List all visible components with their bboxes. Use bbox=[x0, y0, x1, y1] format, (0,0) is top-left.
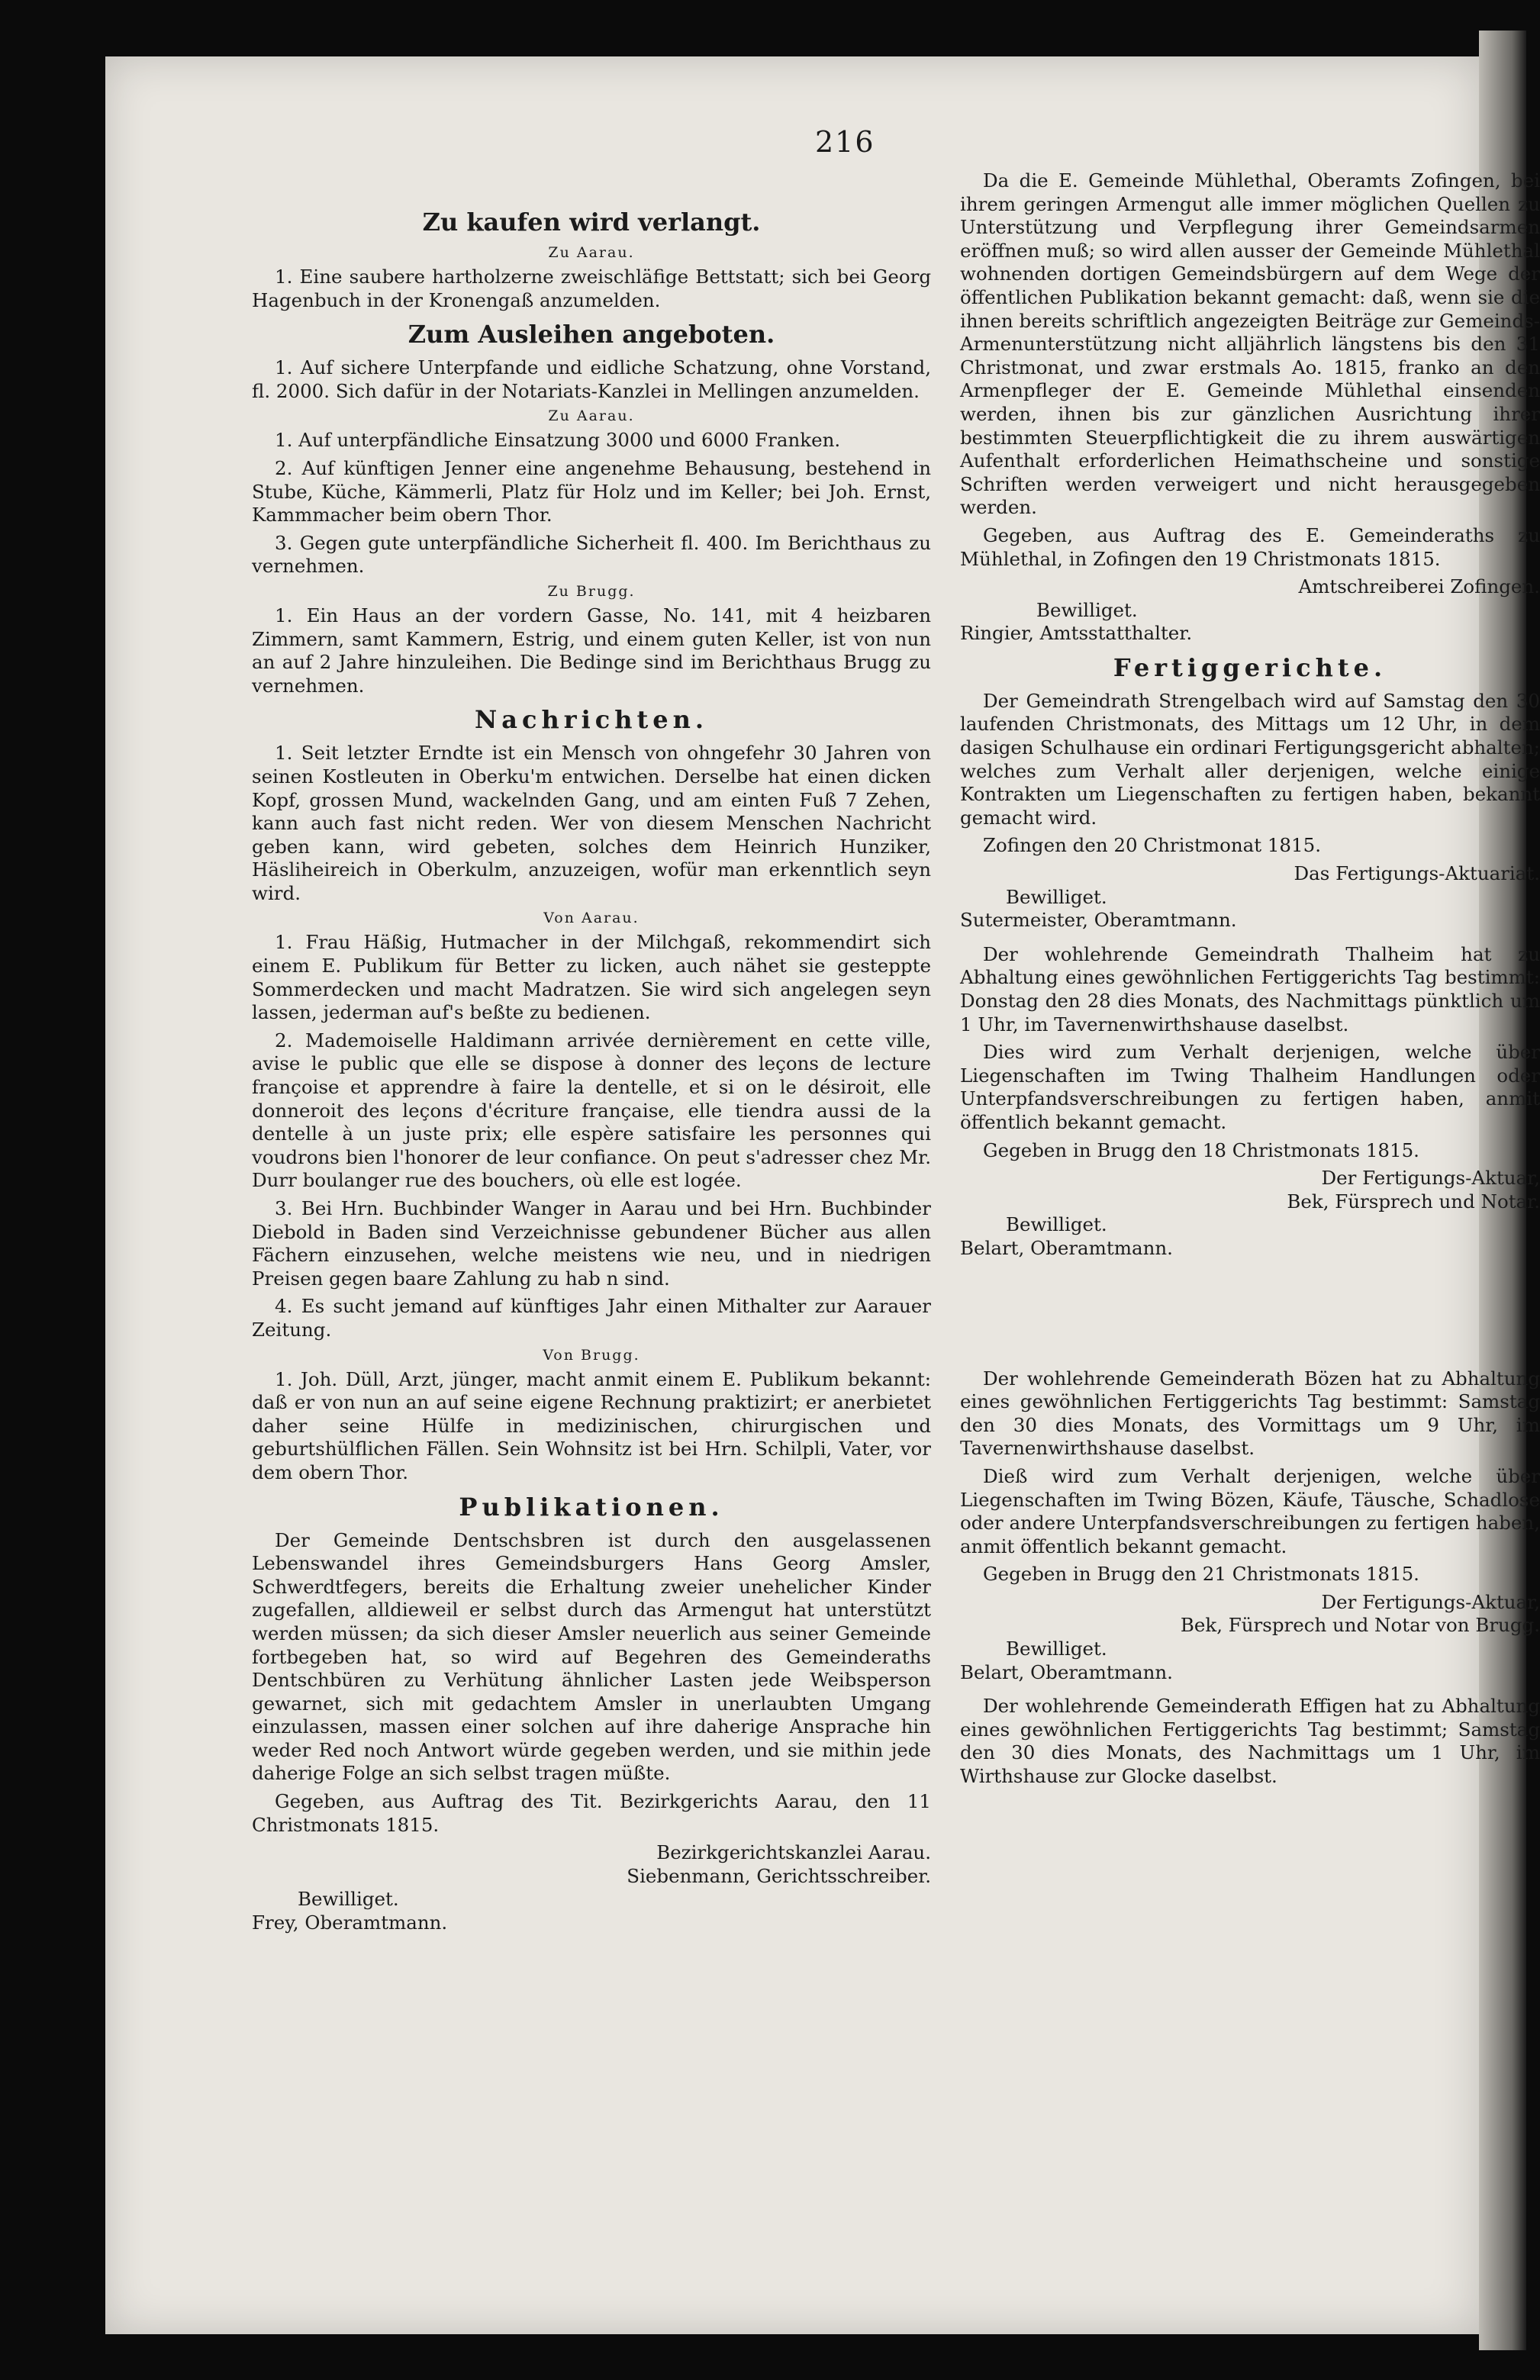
page-number: 216 bbox=[815, 125, 875, 159]
approval-label: Bewilliget. bbox=[1006, 1213, 1107, 1236]
notice-item: 4. Es sucht jemand auf künftiges Jahr einen Mithalter zur Aarauer Zeitung. bbox=[252, 1295, 931, 1341]
left-column bbox=[252, 201, 931, 1943]
section-ausleihen bbox=[252, 320, 931, 697]
approval-label: Bewilliget. bbox=[1006, 1638, 1107, 1660]
notice-text: Dieß wird zum Verhalt derjenigen, welche über Liegenschaften im Twing Bözen, Käufe, Täusche, Schadlose oder andere Unterpfandsverschreibungen zu fertigen haben, anmit öffentlich bekannt gemacht. bbox=[960, 1464, 1540, 1557]
section-heading: Publikationen. bbox=[459, 1492, 724, 1522]
notice-item: 3. Gegen gute unterpfändliche Sicherheit fl. 400. Im Berichthaus zu vernehmen. bbox=[252, 531, 931, 578]
notice-item: 1. Ein Haus an der vordern Gasse, No. 141, mit 4 heizbaren Zimmern, samt Kammern, Estrig, und einem guten Keller, ist von nun an auf 2 Jahre hinzuleihen. Die Bedinge sind im Berichthaus Brugg zu vernehmen. bbox=[252, 604, 931, 697]
notice-item: 1. Auf sichere Unterpfande und eidliche Schatzung, ohne Vorstand, fl. 2000. Sich dafür in der Notariats-Kanzlei in Mellingen anzumelden. bbox=[252, 356, 931, 402]
notice-text: Der wohlehrende Gemeinderath Bözen hat zu Abhaltung eines gewöhnlichen Fertiggerichts Tag bestimmt: Samstag den 30 dies Monats, des Vormittags um 9 Uhr, im Tavernenwirthshause daselbst. bbox=[960, 1367, 1540, 1460]
notice-role: Der Fertigungs-Aktuar, bbox=[1321, 1590, 1540, 1613]
notice-given: Zofingen den 20 Christmonat 1815. bbox=[983, 834, 1321, 857]
place-label: Von Aarau. bbox=[543, 910, 640, 927]
place-label: Zu Aarau. bbox=[548, 407, 635, 425]
notice-given: Gegeben in Brugg den 18 Christmonats 1815. bbox=[983, 1138, 1419, 1161]
notice-item: 1. Joh. Düll, Arzt, jünger, macht anmit einem E. Publikum bekannt: daß er von nun an auf seine eigene Rechnung praktizirt; er anerbietet daher seine Hülfe in medizinischen, chirurgischen und geburtshülflichen Fällen. Sein Wohnsitz ist bei Hrn. Schilpli, Vater, vor dem obern Thor. bbox=[252, 1367, 931, 1483]
notice-text: Der wohlehrende Gemeinderath Effigen hat zu Abhaltung eines gewöhnlichen Fertiggerichts Tag bestimmt; Samstag den 30 dies Monats, des Nachmittags um 1 Uhr, im Wirthshause zur Glocke daselbst. bbox=[960, 1695, 1540, 1788]
notice-office: Amtschreiberei Zofingen. bbox=[1298, 575, 1540, 598]
notice-item: 1. Auf unterpfändliche Einsatzung 3000 und 6000 Franken. bbox=[275, 429, 841, 452]
place-label: Zu Brugg. bbox=[547, 582, 636, 600]
approval-label: Bewilliget. bbox=[1006, 885, 1107, 908]
notice-given: Gegeben, aus Auftrag des Tit. Bezirkgerichts Aarau, den 11 Christmonats 1815. bbox=[252, 1790, 931, 1836]
notice-item: 1. Seit letzter Erndte ist ein Mensch von ohngefehr 30 Jahren von seinen Kostleuten in Oberku'm entwichen. Derselbe hat einen dicken Kopf, grossen Mund, wackelnden Gang, und am einten Fuß 7 Zehen, kann auch fast nicht reden. Wer von diesem Menschen Nachricht geben kann, wird gebeten, solches dem Heinrich Hunziker, Häsliheireich in Oberkulm, anzuzeigen, wofür man erkenntlich seyn wird. bbox=[252, 742, 931, 904]
approval-label: Bewilliget. bbox=[1036, 598, 1138, 621]
notice-office: Das Fertigungs-Aktuariat. bbox=[1294, 862, 1540, 885]
notice-given: Gegeben in Brugg den 21 Christmonats 1815. bbox=[983, 1563, 1419, 1586]
notice-item: 1. Eine saubere hartholzerne zweischläfige Bettstatt; sich bei Georg Hagenbuch in der Kronengaß anzumelden. bbox=[252, 266, 931, 311]
notice-signer: Bek, Fürsprech und Notar von Brugg. bbox=[1180, 1614, 1540, 1637]
section-publikationen bbox=[252, 1493, 931, 1935]
section-heading: Zu kaufen wird verlangt. bbox=[422, 208, 761, 237]
place-label: Zu Aarau. bbox=[548, 244, 635, 261]
notice-given: Gegeben, aus Auftrag des E. Gemeinderaths zu Mühlethal, in Zofingen den 19 Christmonats 1815. bbox=[960, 523, 1540, 570]
notice-item: 2. Mademoiselle Haldimann arrivée dernièrement en cette ville, avise le public que elle se dispose à donner des leçons de lecture françoise et apprendre à faire la dentelle, et si on le désiroit, elle donneroit des leçons d'écriture française, elle tiendra aussi de la dentelle à un juste prix; elle espère satisfaire les personnes qui voudrons bien l'honorer de leur confiance. On peut s'adresser chez Mr. Durr boulanger rue des bouchers, où elle est logée. bbox=[252, 1029, 931, 1192]
notice-muehlethal bbox=[960, 169, 1540, 646]
notice-item: 1. Frau Häßig, Hutmacher in der Milchgaß, rekommendirt sich einem E. Publikum für Better zu licken, auch nähet sie gesteppte Sommerdecken und macht Madratzen. Sie wird sich angelegen seyn lassen, jederman auf's beßte zu bedienen. bbox=[252, 931, 931, 1024]
notice-text: Der wohlehrende Gemeindrath Thalheim hat zu Abhaltung eines gewöhnlichen Fertiggerichts Tag bestimmt: Donstag den 28 dies Monats, des Nachmittags pünktlich um 1 Uhr, im Tavernenwirthshause daselbst. bbox=[960, 942, 1540, 1035]
section-heading: Fertiggerichte. bbox=[1113, 652, 1387, 682]
notice-role: Der Fertigungs-Aktuar, bbox=[1321, 1167, 1540, 1190]
notice-text: Der Gemeinde Dentschsbren ist durch den ausgelassenen Lebenswandel ihres Gemeindsburgers Hans Georg Amsler, Schwerdtfegers, bereits die Erhaltung zweier unehelicher Kinder zugefallen, alldieweil er selbst durch das Armengut hat unterstützt werden müssen; da sich dieser Amsler neuerlich aus seiner Gemeinde fortbegeben hat, so wird auf Begehren des Gemeinderaths Dentschbüren zu Verhütung ähnlicher Lasten jede Weibsperson gewarnet, sich mit gedachtem Amsler in unerlaubten Umgang einzulassen, massen einer solchen auf ihre daherige Ansprache hin weder Red noch Antwort würde gegeben werden, und sie mithin jede daherige Folge an sich selbst tragen müßte. bbox=[252, 1528, 931, 1785]
section-heading: Zum Ausleihen angeboten. bbox=[408, 320, 775, 349]
official-name: Frey, Oberamtmann. bbox=[252, 1911, 448, 1934]
section-kaufen bbox=[252, 208, 931, 312]
notice-text: Dies wird zum Verhalt derjenigen, welche über Liegenschaften im Twing Thalheim Handlungen oder Unterpfandsverschreibungen zu fertigen haben, anmit öffentlich bekannt gemacht. bbox=[960, 1041, 1540, 1133]
notice-item: 2. Auf künftigen Jenner eine angenehme Behausung, bestehend in Stube, Küche, Kämmerli, Platz für Holz und im Keller; bei Joh. Ernst, Kammmacher beim obern Thor. bbox=[252, 456, 931, 527]
approval-label: Bewilliget. bbox=[298, 1888, 399, 1911]
section-nachrichten bbox=[252, 705, 931, 1484]
newspaper-page bbox=[105, 56, 1540, 2334]
notice-office: Bezirkgerichtskanzlei Aarau. bbox=[656, 1841, 931, 1864]
place-label: Von Brugg. bbox=[543, 1346, 640, 1364]
official-name: Sutermeister, Oberamtmann. bbox=[960, 909, 1237, 932]
official-name: Belart, Oberamtmann. bbox=[960, 1236, 1173, 1259]
right-column bbox=[960, 169, 1540, 1796]
notice-text: Der Gemeindrath Strengelbach wird auf Samstag den 30 laufenden Christmonats, des Mittags um 12 Uhr, in dem dasigen Schulhause ein ordinari Fertigungsgericht abhalten; welches zum Verhalt aller derjenigen, welche einige Kontrakten um Liegenschaften zu fertigen haben, bekannt gemacht wird. bbox=[960, 689, 1540, 829]
notice-signer: Bek, Fürsprech und Notar. bbox=[1287, 1190, 1540, 1213]
official-name: Belart, Oberamtmann. bbox=[960, 1660, 1173, 1683]
notice-text: Da die E. Gemeinde Mühlethal, Oberamts Zofingen, bei ihrem geringen Armengut alle immer möglichen Quellen zu Unterstützung und Verpflegung ihrer Gemeindsarmen eröffnen muß; so wird allen ausser der Gemeinde Mühlethal wohnenden dortigen Gemeindsbürgern auf dem Wege der öffentlichen Publikation bekannt gemacht: daß, wenn sie die ihnen bereits schriftlich angezeigten Beiträge zur Gemeinds-Armenunterstützung nicht alljährlich längstens bis den 31 Christmonat, und zwar erstmals Ao. 1815, franko an den Armenpfleger der E. Gemeinde Mühlethal einsenden werden, ihnen bis zur gänzlichen Ausrichtung ihrer bestimmten Steuerpflichtigkeit die zu ihrem auswärtigen Aufenthalt erforderlichen Heimathscheine und sonstige Schriften werden verweigert und nicht herausgegeben werden. bbox=[960, 169, 1540, 519]
section-fertiggerichte bbox=[960, 653, 1540, 1789]
notice-signer: Siebenmann, Gerichtsschreiber. bbox=[627, 1864, 931, 1887]
official-name: Ringier, Amtsstatthalter. bbox=[960, 622, 1193, 645]
section-heading: Nachrichten. bbox=[474, 705, 709, 735]
notice-item: 3. Bei Hrn. Buchbinder Wanger in Aarau und bei Hrn. Buchbinder Diebold in Baden sind Verzeichnisse gebundener Bücher aus allen Fächern einzusehen, welche meistens wie neu, und in niedrigen Preisen gegen baare Zahlung zu hab n sind. bbox=[252, 1197, 931, 1290]
